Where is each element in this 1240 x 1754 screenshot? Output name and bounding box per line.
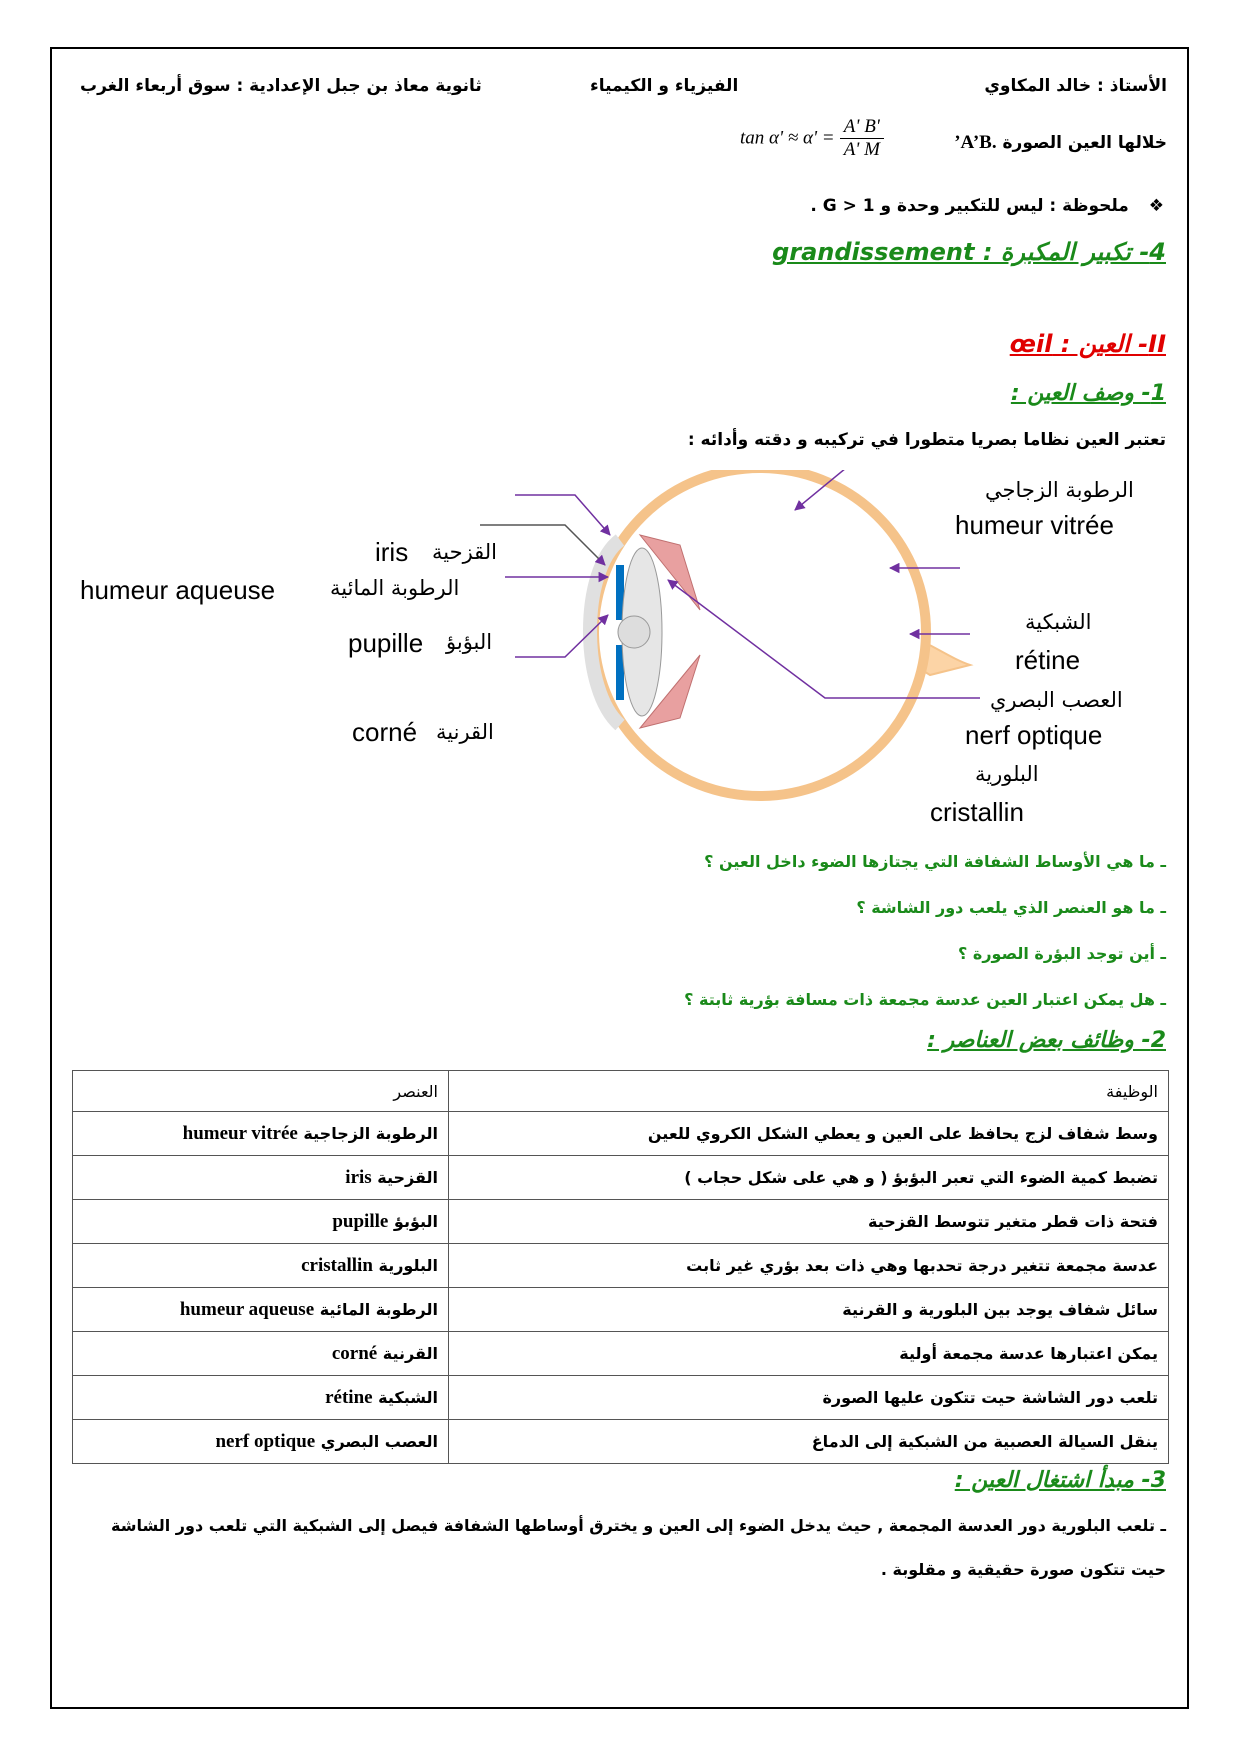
formula: [740, 116, 884, 161]
table-row: [73, 1112, 1169, 1156]
label-aqueous-fr: humeur aqueuse: [80, 575, 276, 605]
element-fr: nerf optique: [215, 1430, 316, 1452]
element-ar: البؤبؤ: [393, 1211, 438, 1231]
element-cell: [73, 1200, 449, 1244]
element-cell: [73, 1376, 449, 1420]
label-vitreous-ar: الرطوبة الزجاجي: [985, 478, 1134, 502]
formula-fraction: [840, 116, 884, 161]
table-header-row: [73, 1071, 1169, 1112]
label-retina-ar: الشبكية: [1025, 610, 1092, 634]
element-ar: الرطوبة الزجاجية: [303, 1123, 438, 1143]
label-pupil-ar: البؤبؤ: [446, 630, 493, 654]
element-fr: rétine: [325, 1386, 373, 1408]
function-cell: فتحة ذات قطر متغير تتوسط القزحية: [449, 1200, 1169, 1244]
element-fr: humeur vitrée: [182, 1122, 298, 1144]
school-name: ثانوية معاذ بن جبل الإعدادية : سوق أربعاء الغرب: [80, 76, 482, 96]
element-cell: [73, 1156, 449, 1200]
functions-table: [72, 1070, 1169, 1464]
section2-title: II- العين : œil: [1009, 330, 1166, 358]
teacher-name: الأستاذ : خالد المكاوي: [984, 76, 1167, 96]
sub3-title: 3- مبدأ اشتغال العين :: [954, 1468, 1166, 1493]
element-fr: corné: [331, 1342, 378, 1364]
function-cell: وسط شفاف لزج يحافظ على العين و يعطي الشكل الكروي للعين: [449, 1112, 1169, 1156]
sub2-title: 2- وظائف بعض العناصر :: [927, 1028, 1166, 1053]
table-row: [73, 1244, 1169, 1288]
table-row: [73, 1288, 1169, 1332]
label-pupil-fr: pupille: [348, 628, 424, 658]
function-cell: يمكن اعتبارها عدسة مجمعة أولية: [449, 1332, 1169, 1376]
element-ar: الشبكية: [378, 1387, 438, 1407]
header-function: الوظيفة: [449, 1071, 1169, 1112]
header-element: العنصر: [73, 1071, 449, 1112]
label-vitreous-fr: humeur vitrée: [955, 510, 1114, 540]
element-cell: [73, 1332, 449, 1376]
element-ar: القرنية: [382, 1343, 438, 1363]
label-lens-fr: cristallin: [930, 797, 1024, 827]
element-ar: العصب البصري: [320, 1431, 438, 1451]
sub3-line2: حيت تتكون صورة حقيقية و مقلوبة .: [880, 1560, 1166, 1579]
question-4: ـ هل يمكن اعتبار العين عدسة مجمعة ذات مسافة بؤرية ثابتة ؟: [684, 990, 1166, 1009]
label-nerve-fr: nerf optique: [965, 720, 1103, 750]
function-cell: سائل شفاف يوجد بين البلورية و القرنية: [449, 1288, 1169, 1332]
sub1-text: تعتبر العين نظاما بصريا متطورا في تركيبه و دقته وأدائه :: [687, 430, 1166, 450]
table-row: [73, 1200, 1169, 1244]
section4-title: 4- تكبير المكبرة : grandissement: [772, 238, 1166, 266]
aqueous-arrow: [480, 525, 605, 565]
label-cornea-fr: corné: [352, 717, 418, 747]
function-cell: عدسة مجمعة تتغير درجة تحدبها وهي ذات بعد بؤري غير ثابت: [449, 1244, 1169, 1288]
element-ar: القزحية: [377, 1167, 438, 1187]
table-row: [73, 1332, 1169, 1376]
element-fr: humeur aqueuse: [179, 1298, 315, 1320]
image-line: [954, 132, 1167, 154]
label-aqueous-ar: الرطوبة المائية: [330, 576, 460, 600]
formula-numerator: A' B': [840, 116, 884, 139]
label-lens-ar: البلورية: [975, 762, 1039, 786]
element-fr: iris: [345, 1166, 372, 1188]
function-cell: تضبط كمية الضوء التي تعبر البؤبؤ ( و هي على شكل حجاب ): [449, 1156, 1169, 1200]
question-3: ـ أين توجد البؤرة الصورة ؟: [958, 944, 1166, 963]
element-cell: [73, 1112, 449, 1156]
element-fr: cristallin: [301, 1254, 373, 1276]
label-iris-ar: القزحية: [432, 540, 498, 564]
question-1: ـ ما هي الأوساط الشفافة التي يجتازها الضوء داخل العين ؟: [704, 852, 1166, 871]
iris-arrow: [515, 495, 610, 535]
subject-name: الفيزياء و الكيمياء: [590, 76, 739, 96]
function-cell: ينقل السيالة العصبية من الشبكية إلى الدماغ: [449, 1420, 1169, 1464]
element-cell: [73, 1244, 449, 1288]
element-cell: [73, 1288, 449, 1332]
element-ar: الرطوبة المائية: [319, 1299, 438, 1319]
label-retina-fr: rétine: [1015, 645, 1081, 675]
formula-left: tan α' ≈ α' =: [740, 127, 835, 149]
table-row: [73, 1376, 1169, 1420]
pupil-shape: [618, 616, 650, 648]
label-cornea-ar: القرنية: [436, 720, 494, 744]
image-line-ab: .A’B’: [954, 132, 997, 153]
label-nerve-ar: العصب البصري: [990, 688, 1123, 712]
image-line-text: خلالها العين الصورة: [1002, 133, 1167, 153]
table-row: [73, 1420, 1169, 1464]
label-iris-fr: iris: [375, 537, 409, 567]
element-cell: [73, 1420, 449, 1464]
element-fr: pupille: [332, 1210, 389, 1232]
question-2: ـ ما هو العنصر الذي يلعب دور الشاشة ؟: [856, 898, 1166, 917]
table-row: [73, 1156, 1169, 1200]
function-cell: تلعب دور الشاشة حيت تتكون عليها الصورة: [449, 1376, 1169, 1420]
sub3-line1: ـ تلعب البلورية دور العدسة المجمعة , حيث يدخل الضوء إلى العين و يخترق أوساطها الشفافة فيصل إلى الشبكية التي تلعب دور الشاشة: [111, 1516, 1166, 1535]
note-text: ملحوظة : ليس للتكبير وحدة و G > 1 .: [810, 196, 1129, 216]
formula-denominator: A' M: [843, 139, 880, 160]
element-ar: البلورية: [378, 1255, 438, 1275]
sub1-title: 1- وصف العين :: [1010, 381, 1166, 406]
note-bullet-icon: ❖: [1148, 196, 1164, 216]
note: [810, 196, 1164, 216]
